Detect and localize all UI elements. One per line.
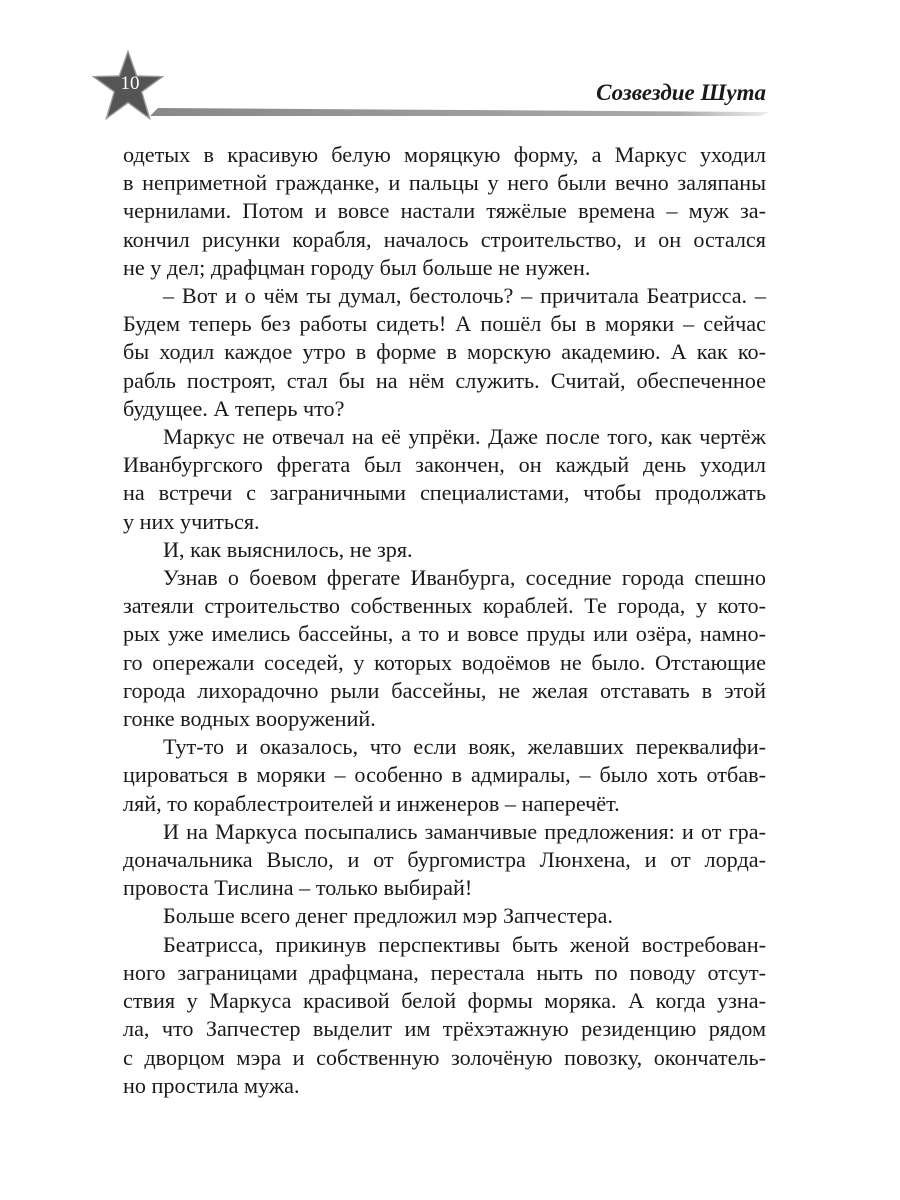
text-line: с дворцом мэра и собственную золочёную повозку, окончатель- — [123, 1044, 766, 1070]
text-line: ла, что Запчестер выделит им трёхэтажную резиденцию рядом — [123, 1016, 766, 1042]
running-title: Созвездие Шута — [596, 80, 766, 105]
text-line: И, как выяснилось, не зря. — [163, 536, 413, 562]
text-line: Больше всего денег предложил мэр Запчестера. — [163, 903, 613, 929]
paragraph — [123, 931, 766, 1100]
paragraph — [123, 818, 766, 903]
text-line: на встречи с заграничными специалистами, чтобы продолжать — [123, 480, 766, 506]
paragraph — [123, 902, 766, 930]
paragraph — [123, 282, 766, 423]
text-line: го опережали соседей, у которых водоёмов не было. Отстающие — [123, 649, 766, 675]
text-line: ствия у Маркуса красивой белой формы моряка. А когда узна- — [123, 988, 766, 1014]
text-line: Узнав о боевом фрегате Иванбурга, соседние города спешно — [163, 565, 766, 591]
text-line: рых уже имелись бассейны, а то и вовсе пруды или озёра, намно- — [123, 621, 766, 647]
text-line: но простила мужа. — [123, 1072, 300, 1098]
paragraph — [123, 564, 766, 733]
page-number: 10 — [120, 73, 140, 94]
paragraph — [123, 733, 766, 818]
text-line: Тут-то и оказалось, что если вояк, желавших переквалифи- — [163, 734, 766, 760]
text-line: бы ходил каждое утро в форме в морскую академию. А как ко- — [123, 339, 766, 365]
text-line: провоста Тислина – только выбирай! — [123, 875, 473, 901]
text-line: кончил рисунки корабля, началось строительство, и он остался — [123, 226, 766, 252]
text-line: Иванбургского фрегата был закончен, он каждый день уходил — [123, 452, 766, 478]
text-line: ляй, то кораблестроителей и инженеров – наперечёт. — [123, 790, 620, 816]
text-line: в неприметной гражданке, и пальцы у него были вечно заляпаны — [123, 170, 766, 196]
text-line: у них учиться. — [123, 508, 260, 534]
text-line: И на Маркуса посыпались заманчивые предложения: и от гра- — [163, 818, 766, 844]
text-line: Маркус не отвечал на её упрёки. Даже после того, как чертёж — [163, 424, 766, 450]
text-line: – Вот и о чём ты думал, бестолочь? – причитала Беатрисса. – — [163, 283, 766, 309]
text-line: Будем теперь без работы сидеть! А пошёл бы в моряки – сейчас — [123, 311, 766, 337]
text-line: чернилами. Потом и вовсе настали тяжёлые времена – муж за- — [123, 198, 766, 224]
text-line: рабль построят, стал бы на нём служить. Считай, обеспеченное — [123, 367, 766, 393]
text-line: гонке водных вооружений. — [123, 706, 376, 732]
text-line: доначальника Высло, и от бургомистра Люнхена, и от лорда- — [123, 847, 766, 873]
text-line: Беатрисса, прикинув перспективы быть женой востребован- — [163, 931, 766, 957]
paragraph — [123, 423, 766, 536]
text-line: одетых в красивую белую моряцкую форму, а Маркус уходил — [123, 142, 766, 167]
text-line: города лихорадочно рыли бассейны, не желая отставать в этой — [123, 677, 766, 703]
text-line: затеяли строительство собственных кораблей. Те города, у кото- — [123, 593, 766, 619]
paragraph — [123, 141, 766, 282]
body-text — [123, 141, 766, 1100]
text-line: цироваться в моряки – особенно в адмиралы, – было хоть отбав- — [123, 762, 766, 788]
text-line: ного заграницами драфцмана, перестала ныть по поводу отсут- — [123, 959, 766, 985]
paragraph — [123, 536, 766, 564]
text-line: не у дел; драфцман городу был больше не нужен. — [123, 254, 591, 280]
text-line: будущее. А теперь что? — [123, 395, 345, 421]
header-rule — [150, 108, 770, 116]
